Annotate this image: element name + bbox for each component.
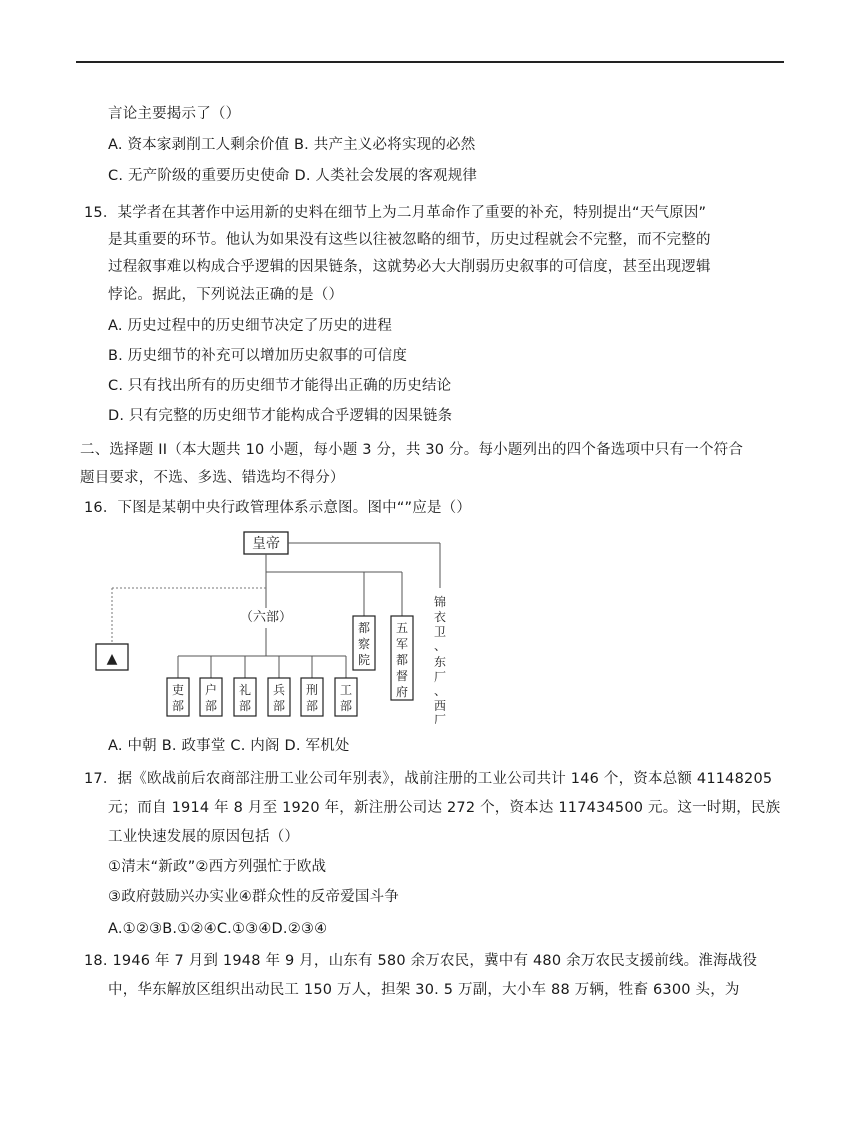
svg-text:部: 部 xyxy=(238,699,252,713)
q15-option-a: A. 历史过程中的历史细节决定了历史的进程 xyxy=(108,318,393,334)
svg-text:衣: 衣 xyxy=(433,610,447,624)
q18-stem-line-1: 18. 1946 年 7 月到 1948 年 9 月，山东有 580 余万农民，冀中有 480 余万农民支援前线。淮海战役 xyxy=(84,953,758,969)
svg-text:察: 察 xyxy=(357,637,371,651)
ministry-boxes xyxy=(167,656,357,716)
q14-stem-tail: 言论主要揭示了（） xyxy=(108,106,241,122)
svg-text:部: 部 xyxy=(171,699,185,713)
six-ministries-label: （六部） xyxy=(239,610,293,625)
svg-text:都: 都 xyxy=(395,653,409,667)
svg-text:、: 、 xyxy=(433,684,447,698)
q16-options: A. 中朝 B. 政事堂 C. 内阁 D. 军机处 xyxy=(108,738,350,754)
svg-text:刑: 刑 xyxy=(305,683,319,697)
svg-text:部: 部 xyxy=(305,699,319,713)
svg-text:兵: 兵 xyxy=(272,683,286,697)
svg-text:府: 府 xyxy=(395,685,409,699)
jinyiwei-label xyxy=(434,595,446,724)
triangle-mark: ▲ xyxy=(106,651,118,667)
svg-text:东: 东 xyxy=(433,655,447,669)
section2-line-2: 题目要求，不选、多选、错选均不得分） xyxy=(80,470,345,486)
q15-option-c: C. 只有找出所有的历史细节才能得出正确的历史结论 xyxy=(108,378,452,394)
q15-option-b: B. 历史细节的补充可以增加历史叙事的可信度 xyxy=(108,348,408,364)
q15-stem-line-2: 是其重要的环节。他认为如果没有这些以往被忽略的细节，历史过程就会不完整，而不完整的 xyxy=(108,232,711,248)
svg-text:厂: 厂 xyxy=(433,713,447,724)
section2-line-1: 二、选择题 II（本大题共 10 小题，每小题 3 分，共 30 分。每小题列出的四个备选项中只有一个符合 xyxy=(80,442,744,458)
svg-text:部: 部 xyxy=(272,699,286,713)
q16-stem: 16．下图是某朝中央行政管理体系示意图。图中“”应是（） xyxy=(84,500,472,516)
q18-stem-line-2: 中，华东解放区组织出动民工 150 万人，担架 30. 5 万副，大小车 88 万辆，牲畜 6300 头，为 xyxy=(108,982,740,998)
q15-stem-line-3: 过程叙事难以构成合乎逻辑的因果链条，这就势必大大削弱历史叙事的可信度，甚至出现逻辑 xyxy=(108,259,711,275)
q17-stem-line-1: 17．据《欧战前后农商部注册工业公司年别表》，战前注册的工业公司共计 146 个，资本总额 41148205 xyxy=(84,771,773,787)
svg-text:卫: 卫 xyxy=(433,625,447,639)
q15-stem-line-4: 悖论。据此，下列说法正确的是（） xyxy=(108,287,344,303)
q15-option-d: D. 只有完整的历史细节才能构成合乎逻辑的因果链条 xyxy=(108,408,453,424)
svg-text:西: 西 xyxy=(433,699,447,713)
q17-stem-line-3: 工业快速发展的原因包括（） xyxy=(108,829,300,845)
svg-text:督: 督 xyxy=(395,669,409,683)
svg-text:、: 、 xyxy=(433,639,447,653)
svg-text:厂: 厂 xyxy=(433,670,447,684)
svg-text:都: 都 xyxy=(357,621,371,635)
q17-items-line-1: ①清末“新政”②西方列强忙于欧战 xyxy=(108,859,327,875)
q17-items-line-2: ③政府鼓励兴办实业④群众性的反帝爱国斗争 xyxy=(108,889,399,905)
q14-options-cd: C. 无产阶级的重要历史使命 D. 人类社会发展的客观规律 xyxy=(108,168,478,184)
q15-stem-line-1: 15．某学者在其著作中运用新的史料在细节上为二月革命作了重要的补充，特别提出“天气原因” xyxy=(84,205,707,221)
q14-options-ab: A. 资本家剥削工人剩余价值 B. 共产主义必将实现的必然 xyxy=(108,137,476,153)
admin-system-diagram xyxy=(90,528,460,724)
svg-text:部: 部 xyxy=(204,699,218,713)
svg-text:院: 院 xyxy=(357,653,371,667)
svg-text:礼: 礼 xyxy=(238,683,252,697)
svg-text:工: 工 xyxy=(339,683,353,697)
svg-text:户: 户 xyxy=(204,683,218,697)
header-rule xyxy=(76,61,784,63)
svg-text:吏: 吏 xyxy=(171,683,185,697)
emperor-label: 皇帝 xyxy=(252,536,280,552)
svg-text:五: 五 xyxy=(395,621,409,635)
svg-text:军: 军 xyxy=(395,637,409,651)
svg-text:部: 部 xyxy=(339,699,353,713)
q17-stem-line-2: 元；而自 1914 年 8 月至 1920 年，新注册公司达 272 个，资本达 117434500 元。这一时期，民族 xyxy=(108,800,781,816)
q17-options: A.①②③B.①②④C.①③④D.②③④ xyxy=(108,921,328,937)
svg-text:锦: 锦 xyxy=(433,595,447,609)
